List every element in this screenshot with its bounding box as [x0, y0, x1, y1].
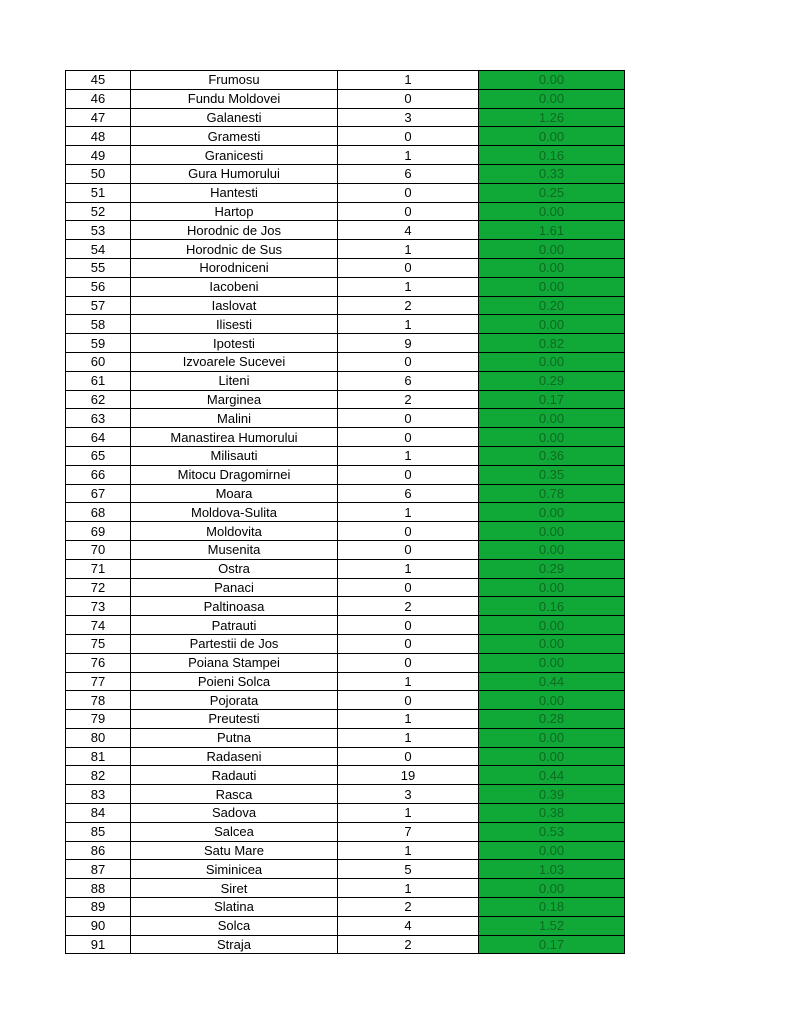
case-count-cell: 1 [338, 710, 479, 729]
locality-name-cell: Liteni [131, 371, 338, 390]
case-count-cell: 6 [338, 484, 479, 503]
row-number-cell: 45 [66, 71, 131, 90]
row-number-cell: 47 [66, 108, 131, 127]
table-row [66, 916, 625, 935]
rate-cell: 0.00 [479, 428, 625, 447]
locality-name-cell: Gramesti [131, 127, 338, 146]
row-number-cell: 49 [66, 146, 131, 165]
case-count-cell: 19 [338, 766, 479, 785]
rate-cell: 0.35 [479, 465, 625, 484]
row-number-cell: 91 [66, 935, 131, 954]
rate-cell: 0.16 [479, 597, 625, 616]
row-number-cell: 71 [66, 559, 131, 578]
locality-name-cell: Ipotesti [131, 334, 338, 353]
row-number-cell: 77 [66, 672, 131, 691]
locality-name-cell: Musenita [131, 540, 338, 559]
table-row [66, 277, 625, 296]
table-body [66, 71, 625, 954]
table-row [66, 766, 625, 785]
row-number-cell: 75 [66, 634, 131, 653]
case-count-cell: 4 [338, 221, 479, 240]
row-number-cell: 53 [66, 221, 131, 240]
locality-name-cell: Milisauti [131, 446, 338, 465]
table-row [66, 935, 625, 954]
rate-cell: 0.82 [479, 334, 625, 353]
locality-name-cell: Ostra [131, 559, 338, 578]
table-row [66, 785, 625, 804]
rate-cell: 0.00 [479, 634, 625, 653]
row-number-cell: 76 [66, 653, 131, 672]
case-count-cell: 0 [338, 89, 479, 108]
case-count-cell: 3 [338, 108, 479, 127]
rate-cell: 0.29 [479, 559, 625, 578]
case-count-cell: 1 [338, 446, 479, 465]
case-count-cell: 0 [338, 127, 479, 146]
table-row [66, 616, 625, 635]
table-row [66, 127, 625, 146]
locality-name-cell: Paltinoasa [131, 597, 338, 616]
locality-name-cell: Pojorata [131, 691, 338, 710]
row-number-cell: 60 [66, 352, 131, 371]
table-row [66, 653, 625, 672]
rate-cell: 0.00 [479, 315, 625, 334]
row-number-cell: 89 [66, 898, 131, 917]
case-count-cell: 1 [338, 879, 479, 898]
row-number-cell: 73 [66, 597, 131, 616]
table-row [66, 371, 625, 390]
rate-cell: 0.00 [479, 71, 625, 90]
table-row [66, 146, 625, 165]
rate-cell: 0.00 [479, 747, 625, 766]
rate-cell: 0.78 [479, 484, 625, 503]
rate-cell: 0.36 [479, 446, 625, 465]
rate-cell: 1.26 [479, 108, 625, 127]
locality-name-cell: Poiana Stampei [131, 653, 338, 672]
rate-cell: 0.20 [479, 296, 625, 315]
case-count-cell: 5 [338, 860, 479, 879]
rate-cell: 0.16 [479, 146, 625, 165]
locality-name-cell: Horodnic de Jos [131, 221, 338, 240]
table-row [66, 428, 625, 447]
case-count-cell: 0 [338, 616, 479, 635]
row-number-cell: 52 [66, 202, 131, 221]
table-row [66, 484, 625, 503]
case-count-cell: 7 [338, 822, 479, 841]
row-number-cell: 88 [66, 879, 131, 898]
row-number-cell: 51 [66, 183, 131, 202]
rate-cell: 1.52 [479, 916, 625, 935]
locality-name-cell: Fundu Moldovei [131, 89, 338, 108]
locality-name-cell: Granicesti [131, 146, 338, 165]
locality-name-cell: Siret [131, 879, 338, 898]
row-number-cell: 74 [66, 616, 131, 635]
row-number-cell: 68 [66, 503, 131, 522]
case-count-cell: 0 [338, 540, 479, 559]
table-row [66, 691, 625, 710]
rate-cell: 0.00 [479, 277, 625, 296]
table-row [66, 578, 625, 597]
table-row [66, 822, 625, 841]
case-count-cell: 0 [338, 653, 479, 672]
case-count-cell: 9 [338, 334, 479, 353]
table-row [66, 898, 625, 917]
row-number-cell: 80 [66, 728, 131, 747]
table-row [66, 409, 625, 428]
table-row [66, 89, 625, 108]
table-row [66, 540, 625, 559]
rate-cell: 0.17 [479, 935, 625, 954]
locality-name-cell: Horodniceni [131, 258, 338, 277]
table-row [66, 71, 625, 90]
rate-cell: 0.00 [479, 728, 625, 747]
row-number-cell: 46 [66, 89, 131, 108]
row-number-cell: 72 [66, 578, 131, 597]
rate-cell: 0.00 [479, 841, 625, 860]
case-count-cell: 0 [338, 352, 479, 371]
row-number-cell: 64 [66, 428, 131, 447]
row-number-cell: 65 [66, 446, 131, 465]
locality-name-cell: Izvoarele Sucevei [131, 352, 338, 371]
case-count-cell: 1 [338, 841, 479, 860]
rate-cell: 0.38 [479, 804, 625, 823]
rate-cell: 0.17 [479, 390, 625, 409]
row-number-cell: 56 [66, 277, 131, 296]
rate-cell: 0.18 [479, 898, 625, 917]
locality-name-cell: Siminicea [131, 860, 338, 879]
locality-name-cell: Iacobeni [131, 277, 338, 296]
locality-name-cell: Sadova [131, 804, 338, 823]
locality-name-cell: Hantesti [131, 183, 338, 202]
row-number-cell: 87 [66, 860, 131, 879]
rate-cell: 0.44 [479, 766, 625, 785]
rate-cell: 0.00 [479, 691, 625, 710]
table-row [66, 597, 625, 616]
rate-cell: 0.00 [479, 127, 625, 146]
table-row [66, 202, 625, 221]
locality-name-cell: Malini [131, 409, 338, 428]
locality-name-cell: Ilisesti [131, 315, 338, 334]
locality-name-cell: Hartop [131, 202, 338, 221]
rate-cell: 0.00 [479, 202, 625, 221]
table-row [66, 747, 625, 766]
case-count-cell: 0 [338, 691, 479, 710]
table-row [66, 334, 625, 353]
locality-name-cell: Gura Humorului [131, 164, 338, 183]
row-number-cell: 83 [66, 785, 131, 804]
case-count-cell: 6 [338, 371, 479, 390]
case-count-cell: 0 [338, 409, 479, 428]
case-count-cell: 0 [338, 522, 479, 541]
locality-name-cell: Satu Mare [131, 841, 338, 860]
table-row [66, 240, 625, 259]
rate-cell: 0.28 [479, 710, 625, 729]
case-count-cell: 1 [338, 240, 479, 259]
case-count-cell: 0 [338, 578, 479, 597]
table-row [66, 446, 625, 465]
row-number-cell: 57 [66, 296, 131, 315]
case-count-cell: 2 [338, 898, 479, 917]
locality-name-cell: Moldovita [131, 522, 338, 541]
table-row [66, 672, 625, 691]
locality-name-cell: Straja [131, 935, 338, 954]
case-count-cell: 2 [338, 597, 479, 616]
rate-cell: 0.44 [479, 672, 625, 691]
row-number-cell: 59 [66, 334, 131, 353]
case-count-cell: 1 [338, 146, 479, 165]
table-row [66, 710, 625, 729]
locality-name-cell: Marginea [131, 390, 338, 409]
row-number-cell: 82 [66, 766, 131, 785]
table-row [66, 183, 625, 202]
locality-name-cell: Solca [131, 916, 338, 935]
rate-cell: 0.00 [479, 258, 625, 277]
rate-cell: 0.29 [479, 371, 625, 390]
rate-cell: 0.00 [479, 352, 625, 371]
row-number-cell: 84 [66, 804, 131, 823]
row-number-cell: 66 [66, 465, 131, 484]
locality-name-cell: Poieni Solca [131, 672, 338, 691]
table-row [66, 296, 625, 315]
row-number-cell: 62 [66, 390, 131, 409]
rate-cell: 0.00 [479, 522, 625, 541]
table-row [66, 465, 625, 484]
table-row [66, 352, 625, 371]
case-count-cell: 1 [338, 559, 479, 578]
case-count-cell: 2 [338, 296, 479, 315]
locality-name-cell: Mitocu Dragomirnei [131, 465, 338, 484]
locality-name-cell: Salcea [131, 822, 338, 841]
table-row [66, 841, 625, 860]
rate-cell: 0.53 [479, 822, 625, 841]
locality-name-cell: Moldova-Sulita [131, 503, 338, 522]
table-row [66, 315, 625, 334]
case-count-cell: 1 [338, 804, 479, 823]
locality-name-cell: Partestii de Jos [131, 634, 338, 653]
rate-cell: 0.25 [479, 183, 625, 202]
locality-name-cell: Moara [131, 484, 338, 503]
rate-cell: 0.00 [479, 409, 625, 428]
row-number-cell: 85 [66, 822, 131, 841]
row-number-cell: 55 [66, 258, 131, 277]
row-number-cell: 86 [66, 841, 131, 860]
rate-cell: 0.00 [479, 540, 625, 559]
rate-cell: 1.61 [479, 221, 625, 240]
case-count-cell: 0 [338, 428, 479, 447]
case-count-cell: 3 [338, 785, 479, 804]
row-number-cell: 63 [66, 409, 131, 428]
table-row [66, 221, 625, 240]
case-count-cell: 0 [338, 183, 479, 202]
locality-name-cell: Galanesti [131, 108, 338, 127]
row-number-cell: 61 [66, 371, 131, 390]
rate-cell: 0.00 [479, 879, 625, 898]
row-number-cell: 54 [66, 240, 131, 259]
rate-cell: 0.00 [479, 89, 625, 108]
case-count-cell: 0 [338, 202, 479, 221]
row-number-cell: 69 [66, 522, 131, 541]
row-number-cell: 79 [66, 710, 131, 729]
table-row [66, 860, 625, 879]
locality-name-cell: Slatina [131, 898, 338, 917]
case-count-cell: 1 [338, 315, 479, 334]
case-count-cell: 0 [338, 465, 479, 484]
rate-cell: 0.00 [479, 503, 625, 522]
rate-cell: 0.00 [479, 616, 625, 635]
row-number-cell: 67 [66, 484, 131, 503]
table-row [66, 522, 625, 541]
locality-name-cell: Rasca [131, 785, 338, 804]
row-number-cell: 81 [66, 747, 131, 766]
rate-cell: 0.00 [479, 240, 625, 259]
case-count-cell: 1 [338, 71, 479, 90]
locality-name-cell: Patrauti [131, 616, 338, 635]
case-count-cell: 0 [338, 747, 479, 766]
locality-name-cell: Putna [131, 728, 338, 747]
table-row [66, 634, 625, 653]
table-row [66, 728, 625, 747]
row-number-cell: 78 [66, 691, 131, 710]
case-count-cell: 1 [338, 503, 479, 522]
row-number-cell: 48 [66, 127, 131, 146]
locality-name-cell: Iaslovat [131, 296, 338, 315]
locality-name-cell: Radauti [131, 766, 338, 785]
table-row [66, 503, 625, 522]
locality-name-cell: Frumosu [131, 71, 338, 90]
case-count-cell: 1 [338, 728, 479, 747]
case-count-cell: 6 [338, 164, 479, 183]
row-number-cell: 90 [66, 916, 131, 935]
table-row [66, 879, 625, 898]
case-count-cell: 2 [338, 390, 479, 409]
table-row [66, 108, 625, 127]
row-number-cell: 58 [66, 315, 131, 334]
table-row [66, 258, 625, 277]
rate-cell: 0.00 [479, 653, 625, 672]
rate-cell: 0.00 [479, 578, 625, 597]
locality-name-cell: Manastirea Humorului [131, 428, 338, 447]
locality-name-cell: Preutesti [131, 710, 338, 729]
row-number-cell: 70 [66, 540, 131, 559]
table-row [66, 804, 625, 823]
case-count-cell: 2 [338, 935, 479, 954]
locality-name-cell: Radaseni [131, 747, 338, 766]
case-count-cell: 4 [338, 916, 479, 935]
table-row [66, 390, 625, 409]
row-number-cell: 50 [66, 164, 131, 183]
locality-name-cell: Horodnic de Sus [131, 240, 338, 259]
data-table [65, 70, 625, 954]
case-count-cell: 1 [338, 672, 479, 691]
case-count-cell: 1 [338, 277, 479, 296]
rate-cell: 1.03 [479, 860, 625, 879]
case-count-cell: 0 [338, 258, 479, 277]
table-row [66, 164, 625, 183]
case-count-cell: 0 [338, 634, 479, 653]
table-row [66, 559, 625, 578]
rate-cell: 0.33 [479, 164, 625, 183]
rate-cell: 0.39 [479, 785, 625, 804]
locality-name-cell: Panaci [131, 578, 338, 597]
